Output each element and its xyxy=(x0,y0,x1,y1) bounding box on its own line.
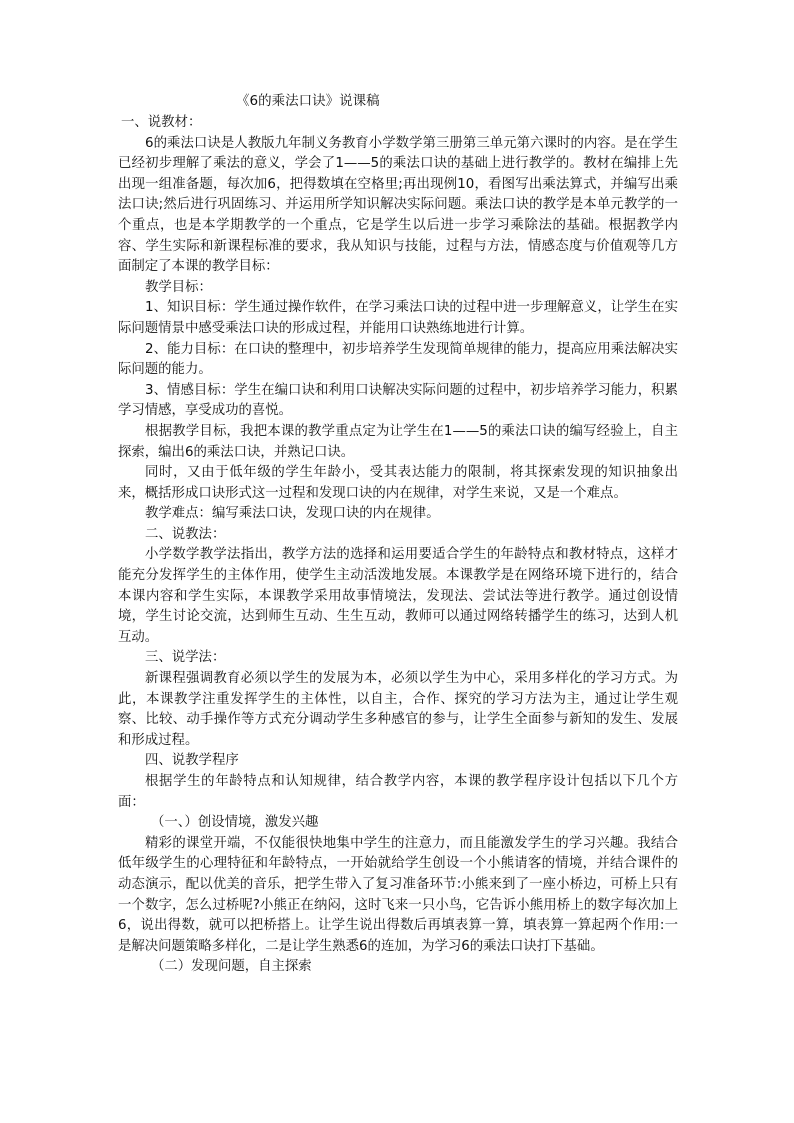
paragraph: 教学难点：编写乘法口诀，发现口诀的内在规律。 xyxy=(145,506,440,522)
paragraph: 新课程强调教育必须以学生的发展为本，必须以学生为中心，采用多样化的学习方式。为此，本课教学注重发挥学生的主体性，以自主，合作、探究的学习方法为主，通过让学生观察、比较、动手操作等方式充分调动学生多种感官的参与，让学生全面参与新知的发生、发展和形成过程。 xyxy=(118,671,678,748)
paragraph: 教学目标： xyxy=(145,279,212,295)
paragraph: 一、说教材： xyxy=(121,115,202,130)
paragraph: （一、）创设情境，激发兴趣 xyxy=(151,815,319,831)
paragraph: 四、说教学程序 xyxy=(145,753,239,769)
paragraph: 2、能力目标：在口诀的整理中，初步培养学生发现简单规律的能力，提高应用乘法解决实际问题的能力。 xyxy=(118,341,678,378)
paragraph: 三、说学法： xyxy=(145,650,226,666)
paragraph: 3、情感目标：学生在编口诀和利用口诀解决实际问题的过程中，初步培养学习能力，积累学习情感，享受成功的喜悦。 xyxy=(118,382,678,419)
paragraph: 1、知识目标：学生通过操作软件，在学习乘法口诀的过程中进一步理解意义，让学生在实际问题情景中感受乘法口诀的形成过程，并能用口诀熟练地进行计算。 xyxy=(118,300,678,336)
document-title: 《6的乘法口诀》说课稿 xyxy=(236,93,380,109)
paragraph: 根据学生的年龄特点和认知规律，结合教学内容，本课的教学程序设计包括以下几个方面： xyxy=(118,774,678,810)
paragraph: 根据教学目标，我把本课的教学重点定为让学生在1——5的乘法口诀的编写经验上，自主探索，编出6的乘法口诀，并熟记口诀。 xyxy=(118,423,678,460)
paragraph: （二）发现问题，自主探索 xyxy=(151,959,312,975)
paragraph: 精彩的课堂开端，不仅能很快地集中学生的注意力，而且能激发学生的学习兴趣。我结合低年级学生的心理特征和年龄特点，一开始就给学生创设一个小熊请客的情境，并结合课件的动态演示，配以优美的音乐，把学生带入了复习准备环节:小熊来到了一座小桥边，可桥上只有一个数字，怎么过桥呢?小熊正在纳闷，这时飞来一只小鸟，它告诉小熊用桥上的数字每次加上6，说出得数，就可以把桥搭上。让学生说出得数后再填表算一算，填表算一算起两个作用:一是解决问题策略多样化，二是让学生熟悉6的连加，为学习6的乘法口诀打下基础。 xyxy=(118,835,678,954)
paragraph: 二、说教法： xyxy=(145,526,226,542)
paragraph: 小学数学教学法指出，教学方法的选择和运用要适合学生的年龄特点和教材特点，这样才能充分发挥学生的主体作用，使学生主动活泼地发展。本课教学是在网络环境下进行的，结合本课内容和学生实际，本课教学采用故事情境法，发现法、尝试法等进行教学。通过创设情境，学生讨论交流，达到师生互动、生生互动，教师可以通过网络转播学生的练习，达到人机互动。 xyxy=(118,547,678,645)
paragraph-list xyxy=(118,113,678,978)
paragraph: 6的乘法口诀是人教版九年制义务教育小学数学第三册第三单元第六课时的内容。是在学生已经初步理解了乘法的意义，学会了1——5的乘法口诀的基础上进行教学的。教材在编排上先出现一组准备题，每次加6，把得数填在空格里;再出现例10，看图写出乘法算式，并编写出乘法口诀;然后进行巩固练习、并运用所学知识解决实际问题。乘法口诀的教学是本单元教学的一个重点，也是本学期教学的一个重点，它是学生以后进一步学习乘除法的基础。根据教学内容、学生实际和新课程标准的要求，我从知识与技能，过程与方法，情感态度与价值观等几方面制定了本课的教学目标： xyxy=(118,135,678,275)
document-body xyxy=(118,91,678,978)
paragraph: 同时，又由于低年级的学生年龄小，受其表达能力的限制，将其探索发现的知识抽象出来，概括形成口诀形式这一过程和发现口诀的内在规律，对学生来说，又是一个难点。 xyxy=(118,465,678,501)
